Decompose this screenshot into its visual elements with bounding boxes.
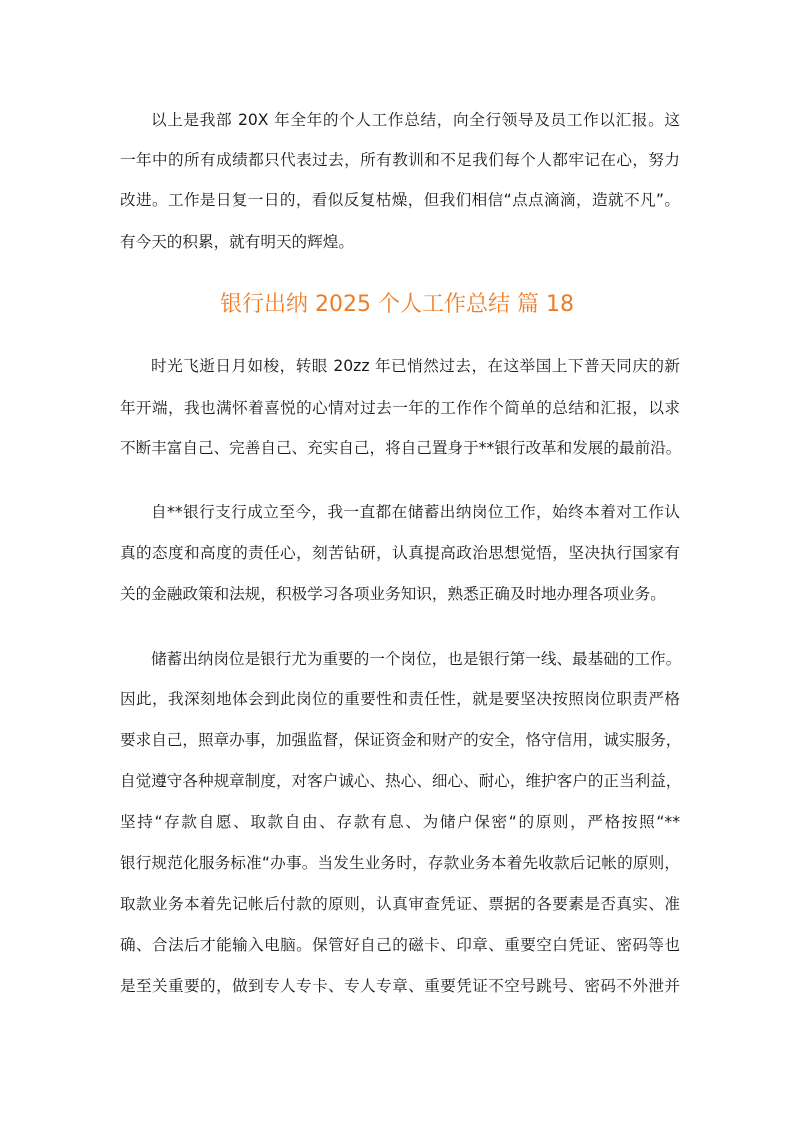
text-line: 坚持“存款自愿、取款自由、存款有息、为储户保密“的原则，严格按照“**: [120, 813, 680, 831]
text-line: 银行规范化服务标准“办事。当发生业务时，存款业务本着先收款后记帐的原则，: [120, 854, 680, 872]
text-line: 要求自己，照章办事，加强监督，保证资金和财产的安全，恪守信用，诚实服务，: [120, 731, 682, 749]
text-line: 自**银行支行成立至今，我一直都在储蓄出纳岗位工作，始终本着对工作认: [151, 503, 680, 521]
text-line: 取款业务本着先记帐后付款的原则，认真审查凭证、票据的各要素是否真实、准: [120, 895, 680, 913]
text-line: 年开端，我也满怀着喜悦的心情对过去一年的工作作个简单的总结和汇报，以求: [120, 399, 680, 417]
section-heading: 银行出纳 2025 个人工作总结 篇 18: [220, 292, 574, 317]
text-line: 时光飞逝日月如梭，转眼 20zz 年已悄然过去，在这举国上下普天同庆的新: [151, 357, 680, 375]
text-line: 储蓄出纳岗位是银行尤为重要的一个岗位，也是银行第一线、最基础的工作。: [151, 650, 682, 668]
text-line: 关的金融政策和法规，积极学习各项业务知识，熟悉正确及时地办理各项业务。: [120, 585, 666, 603]
text-line: 自觉遵守各种规章制度，对客户诚心、热心、细心、耐心，维护客户的正当利益，: [120, 772, 682, 790]
text-line: 因此，我深刻地体会到此岗位的重要性和责任性，就是要坚决按照岗位职责严格: [120, 690, 680, 708]
text-line: 不断丰富自己、完善自己、充实自己，将自己置身于**银行改革和发展的最前沿。: [120, 439, 682, 457]
text-line: 确、合法后才能输入电脑。保管好自己的磁卡、印章、重要空白凭证、密码等也: [120, 936, 680, 954]
text-line: 改进。工作是日复一日的，看似反复枯燥，但我们相信“点点滴滴，造就不凡”。: [120, 191, 680, 209]
text-line: 一年中的所有成绩都只代表过去，所有教训和不足我们每个人都牢记在心，努力: [120, 151, 680, 169]
text-line: 有今天的积累，就有明天的辉煌。: [120, 233, 354, 251]
text-line: 真的态度和高度的责任心，刻苦钻研，认真提高政治思想觉悟，坚决执行国家有: [120, 544, 680, 562]
text-line: 以上是我部 20X 年全年的个人工作总结，向全行领导及员工作以汇报。这: [151, 111, 680, 129]
text-line: 是至关重要的，做到专人专卡、专人专章、重要凭证不空号跳号、密码不外泄并: [120, 977, 680, 995]
